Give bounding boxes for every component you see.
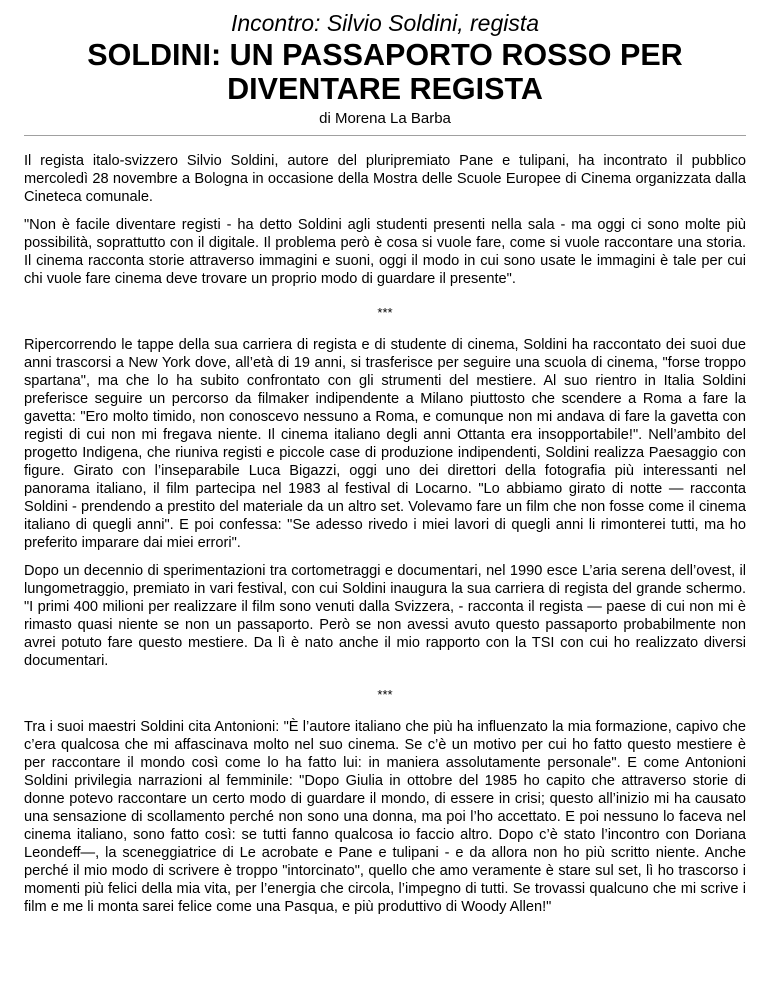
article-paragraph: Il regista italo-svizzero Silvio Soldini, autore del pluripremiato Pane e tulipani, ha incontrato il pubblico mercoledì 28 novembre a Bologna in occasione della Mostra delle Scuole Europee di Cinema organizzata dalla Cineteca comunale. (24, 153, 746, 205)
section-separator: *** (377, 305, 393, 320)
article-title: SOLDINI: UN PASSAPORTO ROSSO PER DIVENTARE REGISTA (87, 38, 683, 106)
article-kicker: Incontro: Silvio Soldini, regista (230, 10, 540, 36)
article-paragraph: Dopo un decennio di sperimentazioni tra cortometraggi e documentari, nel 1990 esce L’aria serena dell’ovest, il lungometraggio, premiato in vari festival, con cui Soldini inaugura la sua carriera di regista del grande schermo. "I primi 400 milioni per realizzare il film sono venuti dalla Svizzera, - racconta il regista — paese di cui non mi è rimasto quasi niente se non un passaporto. Però se non avessi avuto questo passaporto probabilmente non avrei potuto fare questo mestiere. Da lì è nato anche il mio rapporto con la TSI con cui ho realizzato diversi documentari. (24, 563, 746, 669)
article (24, 10, 746, 916)
title-divider (24, 135, 746, 136)
article-byline: di Morena La Barba (319, 110, 451, 127)
article-paragraph: Ripercorrendo le tappe della sua carriera di regista e di studente di cinema, Soldini ha raccontato dei suoi due anni trascorsi a New York dove, all’età di 19 anni, si trasferisce per seguire una scuola di cinema, "forse troppo spartana", ma che lo ha subito confrontato con gli strumenti del mestiere. Al suo rientro in Italia Soldini preferisce seguire un percorso da filmaker indipendente a Milano piuttosto che scendere a Roma a fare la gavetta: "Ero molto timido, non conoscevo nessuno a Roma, e comunque non mi andava di fare la gavetta con registi di cui non mi fregava niente. Il cinema italiano degli anni Ottanta era insopportabile!". Nell’ambito del progetto Indigena, che riuniva registi e piccole case di produzione indipendenti, Soldini realizza Paesaggio con figure. Girato con l’inseparabile Luca Bigazzi, oggi uno dei direttori della fotografia più interessanti nel panorama italiano, il film partecipa nel 1983 al festival di Locarno. "Lo abbiamo girato di notte — racconta Soldini - prendendo a prestito del materiale da un altro set. Volevamo fare un film che non fosse come il cinema italiano di quegli anni". E poi confessa: "Se adesso rivedo i miei lavori di quegli anni li rimonterei tutti, ma ho preferito imparare dai miei errori". (24, 337, 746, 551)
section-separator: *** (377, 687, 393, 702)
article-paragraph: Tra i suoi maestri Soldini cita Antonioni: "È l’autore italiano che più ha influenzato la mia formazione, capivo che c’era qualcosa che mi affascinava molto nel suo cinema. Se c’è un motivo per cui ho fatto questo mestiere è per raccontare il mondo così come lo ha fatto lui: in maniera assolutamente personale". E come Antonioni Soldini privilegia narrazioni al femminile: "Dopo Giulia in ottobre del 1985 ho capito che attraverso storie di donne potevo raccontare un certo modo di guardare il mondo, di essere in crisi; questo all’inizio mi ha causato una sensazione di scollamento perché non sono una donna, ma poi l’ho accettato. E poi nessuno lo faceva nel cinema italiano, sono fatto così: se tutti fanno qualcosa io faccio altro. Dopo c’è stato l’incontro con Doriana Leondeff—, la sceneggiatrice di Le acrobate e Pane e tulipani - e da allora non ho più scritto niente. Anche perché il mio modo di scrivere è troppo "intorcinato", quello che amo veramente è stare sul set, lì ho trascorso i momenti più felici della mia vita, per l’energia che circola, l’impegno di tutti. Se trovassi qualcuno che mi scrive i film e me li monta sarei felice come una Pasqua, e più produttivo di Woody Allen!" (24, 719, 746, 915)
article-paragraph: "Non è facile diventare registi - ha detto Soldini agli studenti presenti nella sala - ma oggi ci sono molte più possibilità, soprattutto con il digitale. Il problema però è cosa si vuole fare, come si vuole raccontare una storia. Il cinema racconta storie attraverso immagini e suoni, oggi il modo in cui sono usate le immagini è tale per cui chi vuole fare cinema deve trovare un proprio modo di guardare il presente". (24, 217, 746, 287)
